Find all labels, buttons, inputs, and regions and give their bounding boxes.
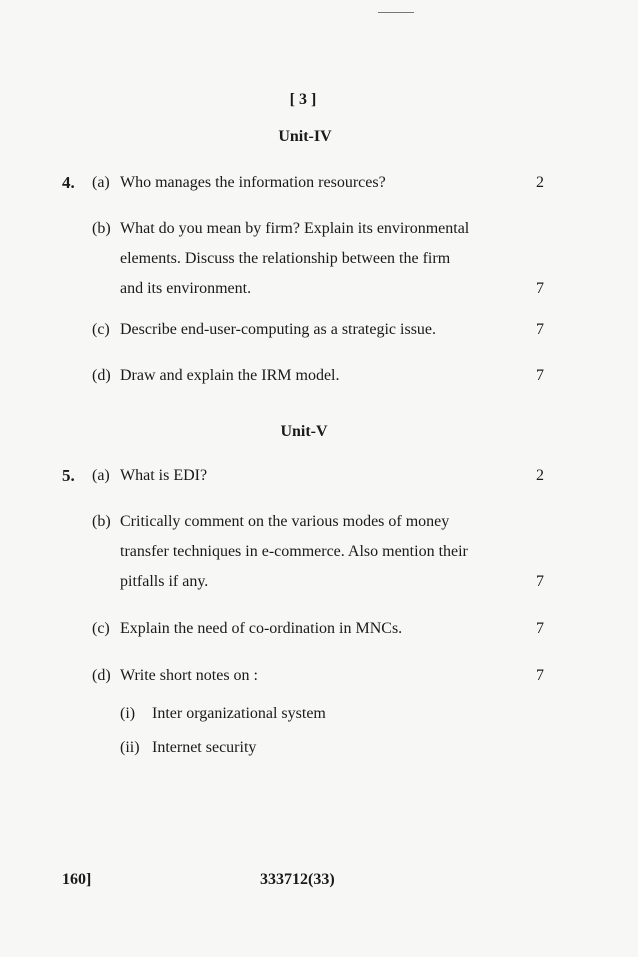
- part-label: (b): [92, 513, 111, 530]
- footer-page-count: 160]: [62, 871, 92, 888]
- subpart-text: Internet security: [152, 739, 257, 756]
- subpart-text: Inter organizational system: [152, 705, 326, 722]
- question-text: transfer techniques in e-commerce. Also mention their: [120, 543, 468, 560]
- question-number: 5.: [62, 466, 75, 485]
- question-text: Describe end-user-computing as a strategic issue.: [120, 321, 437, 338]
- marks: 7: [536, 280, 544, 297]
- marks: 7: [536, 620, 544, 637]
- marks: 7: [536, 367, 544, 384]
- unit-heading: Unit-V: [280, 423, 328, 440]
- question-text: pitfalls if any.: [120, 573, 209, 590]
- part-label: (b): [92, 220, 111, 237]
- scan-mark: [378, 12, 414, 13]
- marks: 2: [536, 467, 544, 484]
- part-label: (d): [92, 667, 111, 684]
- question-text: Explain the need of co-ordination in MNCs.: [120, 620, 403, 637]
- subpart-label: (i): [120, 705, 136, 722]
- page-number: [ 3 ]: [289, 91, 317, 108]
- question-text: Critically comment on the various modes of money: [120, 513, 450, 530]
- question-text: Draw and explain the IRM model.: [120, 367, 340, 384]
- question-text: elements. Discuss the relationship between the firm: [120, 250, 451, 267]
- part-label: (c): [92, 620, 110, 637]
- part-label: (c): [92, 321, 110, 338]
- marks: 7: [536, 667, 544, 684]
- unit-heading: Unit-IV: [278, 128, 332, 145]
- marks: 7: [536, 573, 544, 590]
- question-text: Write short notes on :: [120, 667, 258, 684]
- footer-paper-code: 333712(33): [260, 871, 335, 888]
- question-text: and its environment.: [120, 280, 252, 297]
- part-label: (a): [92, 174, 110, 191]
- question-text: Who manages the information resources?: [120, 174, 386, 191]
- question-text: What is EDI?: [120, 467, 208, 484]
- marks: 2: [536, 174, 544, 191]
- part-label: (a): [92, 467, 110, 484]
- question-number: 4.: [62, 173, 75, 192]
- subpart-label: (ii): [120, 739, 140, 756]
- marks: 7: [536, 321, 544, 338]
- part-label: (d): [92, 367, 111, 384]
- question-text: What do you mean by firm? Explain its environmental: [120, 220, 470, 237]
